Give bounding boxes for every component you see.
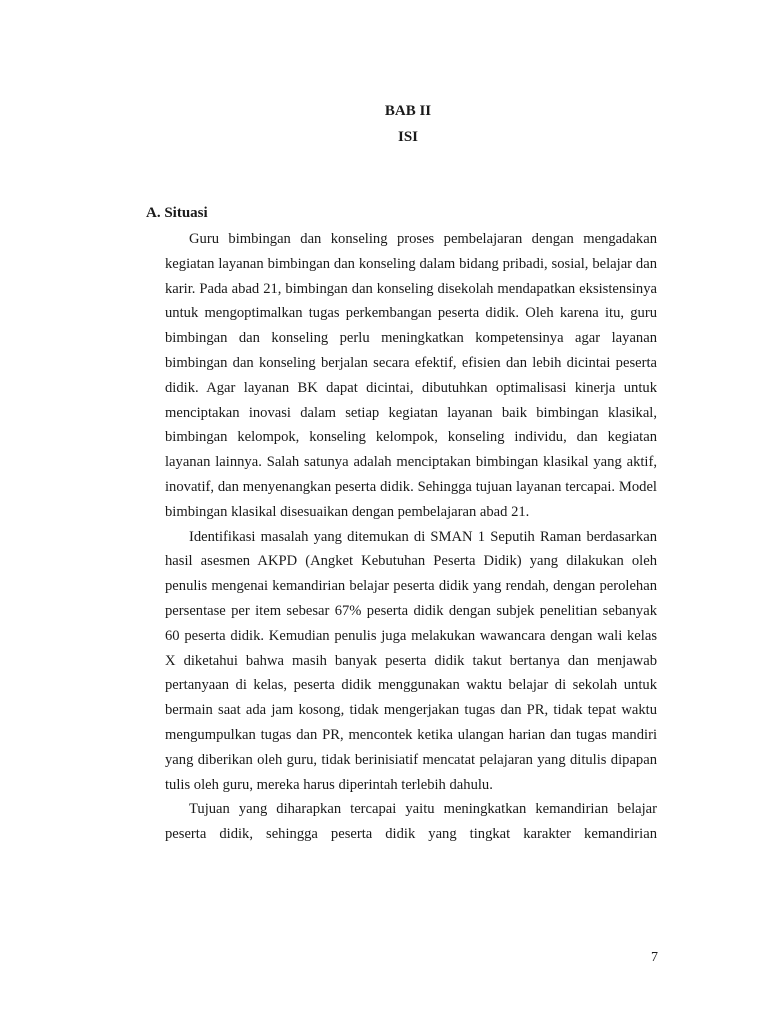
section-body bbox=[165, 227, 657, 847]
chapter-label: BAB II bbox=[384, 103, 432, 119]
section-heading: A. Situasi bbox=[146, 205, 208, 221]
paragraph: Identifikasi masalah yang ditemukan di SMAN 1 Seputih Raman berdasarkan hasil asesmen AKPD (Angket Kebutuhan Peserta Didik) yang dilakukan oleh penulis mengenai kemandirian belajar peserta didik yang rendah, dengan perolehan persentase per item sebesar 67% peserta didik dengan subjek penelitian sebanyak 60 peserta didik. Kemudian penulis juga melakukan wawancara dengan wali kelas X diketahui bahwa masih banyak peserta didik takut bertanya dan menjawab pertanyaan di kelas, peserta didik menggunakan waktu belajar di sekolah untuk bermain saat ada jam kosong, tidak mengerjakan tugas dan PR, tidak tepat waktu mengumpulkan tugas dan PR, mencontek ketika ulangan harian dan tugas mandiri yang diberikan oleh guru, tidak berinisiatif mencatat pelajaran yang ditulis dipapan tulis oleh guru, mereka harus diperintah terlebih dahulu. bbox=[165, 528, 657, 793]
chapter-title: ISI bbox=[397, 129, 419, 145]
paragraph: Guru bimbingan dan konseling proses pembelajaran dengan mengadakan kegiatan layanan bimbingan dan konseling dalam bidang pribadi, sosial, belajar dan karir. Pada abad 21, bimbingan dan konseling disekolah mendapatkan eksistensinya untuk mengoptimalkan tugas perkembangan peserta didik. Oleh karena itu, guru bimbingan dan konseling perlu meningkatkan kompetensinya agar layanan bimbingan dan konseling berjalan secara efektif, efisien dan lebih dicintai peserta didik. Agar layanan BK dapat dicintai, dibutuhkan optimalisasi kinerja untuk menciptakan inovasi dalam setiap kegiatan layanan baik bimbingan klasikal, bimbingan kelompok, konseling kelompok, konseling individu, dan kegiatan layanan lainnya. Salah satunya adalah menciptakan bimbingan klasikal yang aktif, inovatif, dan menyenangkan peserta didik. Sehingga tujuan layanan tercapai. Model bimbingan klasikal disesuaikan dengan pembelajaran abad 21. bbox=[165, 231, 657, 520]
page-number: 7 bbox=[651, 950, 658, 965]
paragraph: Tujuan yang diharapkan tercapai yaitu meningkatkan kemandirian belajar peserta didik, sehingga peserta didik yang tingkat karakter kemandirian bbox=[165, 801, 657, 843]
